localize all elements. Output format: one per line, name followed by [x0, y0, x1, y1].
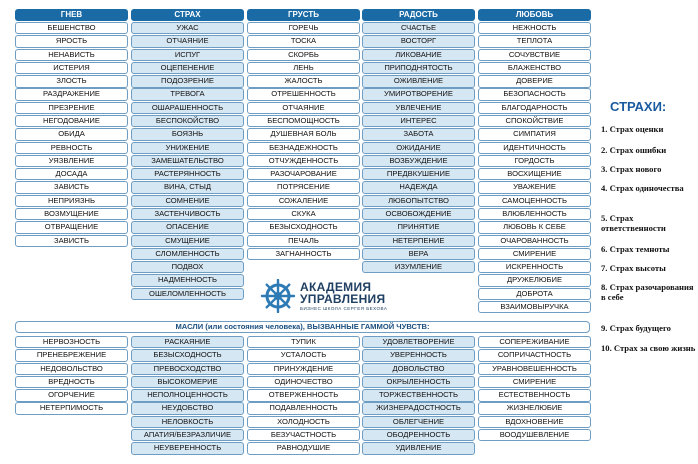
feeling-cell: ОТВРАЩЕНИЕ: [15, 221, 128, 233]
feeling-cell: ВЫСОКОМЕРИЕ: [131, 376, 244, 388]
column-items: [15, 22, 128, 247]
bottom-column-4: [362, 336, 475, 456]
feeling-cell: ОТВЕРЖЕННОСТЬ: [247, 389, 360, 401]
feeling-cell: ПРИНЯТИЕ: [362, 221, 475, 233]
feeling-cell: НЕДОВОЛЬСТВО: [15, 363, 128, 375]
feeling-cell: ЖИЗНЕЛЮБИЕ: [478, 402, 591, 414]
feeling-cell: ДОВЕРИЕ: [478, 75, 591, 87]
feeling-cell: БЕЗОПАСНОСТЬ: [478, 88, 591, 100]
feeling-cell: ИСКРЕННОСТЬ: [478, 261, 591, 273]
feeling-cell: ЛЕНЬ: [247, 62, 360, 74]
feeling-cell: СМУЩЕНИЕ: [131, 235, 244, 247]
feeling-cell: ВДОХНОВЕНИЕ: [478, 416, 591, 428]
feeling-cell: ЗАВИСТЬ: [15, 235, 128, 247]
feeling-cell: ОБОДРЕННОСТЬ: [362, 429, 475, 441]
feeling-cell: НЕУВЕРЕННОСТЬ: [131, 442, 244, 454]
column-header: СТРАХ: [131, 9, 244, 21]
feeling-cell: НЕПРИЯЗНЬ: [15, 195, 128, 207]
feeling-cell: УНИЖЕНИЕ: [131, 142, 244, 154]
feeling-cell: СЛОМЛЕННОСТЬ: [131, 248, 244, 260]
feeling-cell: ОТЧАЯНИЕ: [247, 102, 360, 114]
feeling-cell: ДОВОЛЬСТВО: [362, 363, 475, 375]
feeling-cell: БЛАЖЕНСТВО: [478, 62, 591, 74]
fear-item: 7. Страх высоты: [601, 263, 666, 273]
feeling-cell: УМИРОТВОРЕНИЕ: [362, 88, 475, 100]
feeling-cell: НЕЖНОСТЬ: [478, 22, 591, 34]
feeling-cell: ЕСТЕСТВЕННОСТЬ: [478, 389, 591, 401]
feeling-cell: РАСТЕРЯННОСТЬ: [131, 168, 244, 180]
feeling-cell: ОСВОБОЖДЕНИЕ: [362, 208, 475, 220]
fear-item: 10. Страх за свою жизнь: [601, 343, 696, 353]
feeling-cell: СОМНЕНИЕ: [131, 195, 244, 207]
column-items: [131, 336, 244, 455]
feeling-cell: БЕШЕНСТВО: [15, 22, 128, 34]
feeling-cell: СМИРЕНИЕ: [478, 248, 591, 260]
fear-item: 4. Страх одиночества: [601, 183, 684, 193]
feeling-cell: БЛАГОДАРНОСТЬ: [478, 102, 591, 114]
feeling-cell: ОЖИДАНИЕ: [362, 142, 475, 154]
feeling-cell: ВОСТОРГ: [362, 35, 475, 47]
column-items: [362, 22, 475, 273]
column-header: ГРУСТЬ: [247, 9, 360, 21]
feeling-cell: ГОРЕЧЬ: [247, 22, 360, 34]
feeling-cell: УСТАЛОСТЬ: [247, 349, 360, 361]
feeling-cell: УВАЖЕНИЕ: [478, 181, 591, 193]
bottom-column-2: [131, 336, 244, 456]
feeling-cell: ТЕПЛОТА: [478, 35, 591, 47]
column-header: РАДОСТЬ: [362, 9, 475, 21]
feeling-cell: ТРЕВОГА: [131, 88, 244, 100]
feeling-cell: АПАТИЯ/БЕЗРАЗЛИЧИЕ: [131, 429, 244, 441]
column-items: [478, 336, 591, 441]
feeling-cell: ПРЕЗРЕНИЕ: [15, 102, 128, 114]
feeling-cell: ГОРДОСТЬ: [478, 155, 591, 167]
column-items: [247, 336, 360, 455]
feeling-cell: ОЦЕПЕНЕНИЕ: [131, 62, 244, 74]
ship-wheel-icon: [260, 279, 296, 313]
feeling-cell: НАДМЕННОСТЬ: [131, 274, 244, 286]
logo-line-1: АКАДЕМИЯ: [300, 280, 372, 294]
feeling-cell: ХОЛОДНОСТЬ: [247, 416, 360, 428]
feeling-cell: САМОЦЕННОСТЬ: [478, 195, 591, 207]
feeling-cell: ПРЕДВКУШЕНИЕ: [362, 168, 475, 180]
feeling-cell: СОПРИЧАСТНОСТЬ: [478, 349, 591, 361]
fear-item: 9. Страх будущего: [601, 323, 671, 333]
feeling-cell: ОКРЫЛЕННОСТЬ: [362, 376, 475, 388]
feeling-cell: РАСКАЯНИЕ: [131, 336, 244, 348]
feeling-cell: НЕРВОЗНОСТЬ: [15, 336, 128, 348]
feeling-cell: ДРУЖЕЛЮБИЕ: [478, 274, 591, 286]
column-header: ЛЮБОВЬ: [478, 9, 591, 21]
column-items: [478, 22, 591, 313]
feeling-cell: БЕСПОМОЩНОСТЬ: [247, 115, 360, 127]
column-love: [478, 9, 591, 314]
feeling-cell: ЗАМЕШАТЕЛЬСТВО: [131, 155, 244, 167]
feeling-cell: ОБИДА: [15, 128, 128, 140]
feeling-cell: НАДЕЖДА: [362, 181, 475, 193]
feeling-cell: СОПЕРЕЖИВАНИЕ: [478, 336, 591, 348]
feeling-cell: ВЛЮБЛЕННОСТЬ: [478, 208, 591, 220]
logo-line-2: УПРАВЛЕНИЯ: [300, 292, 386, 306]
feeling-cell: СПОКОЙСТВИЕ: [478, 115, 591, 127]
fear-item: 1. Страх оценки: [601, 124, 664, 134]
feeling-cell: РАЗДРАЖЕНИЕ: [15, 88, 128, 100]
fear-item: 6. Страх темноты: [601, 244, 670, 254]
feeling-cell: ДОСАДА: [15, 168, 128, 180]
feeling-cell: СИМПАТИЯ: [478, 128, 591, 140]
feeling-cell: ИНТЕРЕС: [362, 115, 475, 127]
feeling-cell: СЧАСТЬЕ: [362, 22, 475, 34]
academy-logo: [258, 279, 398, 313]
fear-item: 5. Страх ответственности: [601, 213, 666, 233]
feeling-cell: ПРИПОДНЯТОСТЬ: [362, 62, 475, 74]
column-items: [247, 22, 360, 260]
feeling-cell: УРАВНОВЕШЕННОСТЬ: [478, 363, 591, 375]
fear-item: 3. Страх нового: [601, 164, 662, 174]
column-items: [362, 336, 475, 455]
feeling-cell: СМИРЕНИЕ: [478, 376, 591, 388]
feeling-cell: НЕЛОВКОСТЬ: [131, 416, 244, 428]
feeling-cell: ВИНА, СТЫД: [131, 181, 244, 193]
feeling-cell: УВЛЕЧЕНИЕ: [362, 102, 475, 114]
feeling-cell: ОЖИВЛЕНИЕ: [362, 75, 475, 87]
feeling-cell: ЯРОСТЬ: [15, 35, 128, 47]
feeling-cell: ПОТРЯСЕНИЕ: [247, 181, 360, 193]
bottom-column-3: [247, 336, 360, 456]
feeling-cell: СОЧУВСТВИЕ: [478, 49, 591, 61]
feeling-cell: СКОРБЬ: [247, 49, 360, 61]
feeling-cell: УДИВЛЕНИЕ: [362, 442, 475, 454]
feeling-cell: ВРЕДНОСТЬ: [15, 376, 128, 388]
feeling-cell: БЕЗУЧАСТНОСТЬ: [247, 429, 360, 441]
column-header: ГНЕВ: [15, 9, 128, 21]
feeling-cell: ПРЕВОСХОДСТВО: [131, 363, 244, 375]
feeling-cell: БЕСПОКОЙСТВО: [131, 115, 244, 127]
feeling-cell: УЖАС: [131, 22, 244, 34]
feeling-cell: ВОЗБУЖДЕНИЕ: [362, 155, 475, 167]
feeling-cell: ВЕРА: [362, 248, 475, 260]
feeling-cell: БЕЗНАДЕЖНОСТЬ: [247, 142, 360, 154]
bottom-column-5: [478, 336, 591, 442]
feeling-cell: УЯЗВЛЕНИЕ: [15, 155, 128, 167]
feeling-cell: ЗЛОСТЬ: [15, 75, 128, 87]
feeling-cell: ЗАСТЕНЧИВОСТЬ: [131, 208, 244, 220]
feeling-cell: ТУПИК: [247, 336, 360, 348]
feeling-cell: ОШЕЛОМЛЕННОСТЬ: [131, 288, 244, 300]
feeling-cell: ОБЛЕГЧЕНИЕ: [362, 416, 475, 428]
feeling-cell: ЛЮБОПЫТСТВО: [362, 195, 475, 207]
column-items: [131, 22, 244, 300]
feeling-cell: БЕЗЫСХОДНОСТЬ: [131, 349, 244, 361]
feeling-cell: НЕТЕРПИМОСТЬ: [15, 402, 128, 414]
feeling-cell: ОШАРАШЕННОСТЬ: [131, 102, 244, 114]
feeling-cell: ЛИКОВАНИЕ: [362, 49, 475, 61]
feeling-cell: ТОСКА: [247, 35, 360, 47]
feeling-cell: ПЕЧАЛЬ: [247, 235, 360, 247]
feeling-cell: ВОЗМУЩЕНИЕ: [15, 208, 128, 220]
states-banner: МАСЛИ (или состояния человека), ВЫЗВАННЫЕ ГАММОЙ ЧУВСТВ:: [15, 321, 590, 333]
column-fear: [131, 9, 244, 301]
feeling-cell: НЕУДОБСТВО: [131, 402, 244, 414]
feeling-cell: ВОСХИЩЕНИЕ: [478, 168, 591, 180]
feeling-cell: ОГОРЧЕНИЕ: [15, 389, 128, 401]
feeling-cell: ОЧАРОВАННОСТЬ: [478, 235, 591, 247]
feeling-cell: НЕТЕРПЕНИЕ: [362, 235, 475, 247]
feeling-cell: БЕЗЫСХОДНОСТЬ: [247, 221, 360, 233]
feeling-cell: ИСТЕРИЯ: [15, 62, 128, 74]
feeling-cell: ЖАЛОСТЬ: [247, 75, 360, 87]
fears-title: СТРАХИ:: [610, 99, 667, 114]
feeling-cell: ИЗУМЛЕНИЕ: [362, 261, 475, 273]
feeling-cell: ЗАВИСТЬ: [15, 181, 128, 193]
column-sadness: [247, 9, 360, 261]
feeling-cell: ПРИНУЖДЕНИЕ: [247, 363, 360, 375]
feeling-cell: ВООДУШЕВЛЕНИЕ: [478, 429, 591, 441]
feeling-cell: ОТРЕШЕННОСТЬ: [247, 88, 360, 100]
feeling-cell: ИДЕНТИЧНОСТЬ: [478, 142, 591, 154]
feeling-cell: НЕНАВИСТЬ: [15, 49, 128, 61]
feeling-cell: НЕГОДОВАНИЕ: [15, 115, 128, 127]
feeling-cell: РАЗОЧАРОВАНИЕ: [247, 168, 360, 180]
feeling-cell: ЗАБОТА: [362, 128, 475, 140]
feeling-cell: ПОДАВЛЕННОСТЬ: [247, 402, 360, 414]
fear-item: 2. Страх ошибки: [601, 145, 667, 155]
feeling-cell: СОЖАЛЕНИЕ: [247, 195, 360, 207]
feeling-cell: ИСПУГ: [131, 49, 244, 61]
column-joy: [362, 9, 475, 274]
feeling-cell: РЕВНОСТЬ: [15, 142, 128, 154]
feeling-cell: НЕПОЛНОЦЕННОСТЬ: [131, 389, 244, 401]
feeling-cell: ТОРЖЕСТВЕННОСТЬ: [362, 389, 475, 401]
feeling-cell: УВЕРЕННОСТЬ: [362, 349, 475, 361]
feeling-cell: ДУШЕВНАЯ БОЛЬ: [247, 128, 360, 140]
feeling-cell: УДОВЛЕТВОРЕНИЕ: [362, 336, 475, 348]
feeling-cell: ПОДВОХ: [131, 261, 244, 273]
logo-subtitle: БИЗНЕС ШКОЛА СЕРГЕЯ БЕХОВА: [300, 306, 388, 311]
feeling-cell: ЖИЗНЕРАДОСТНОСТЬ: [362, 402, 475, 414]
logo-title: [300, 281, 385, 305]
column-anger: [15, 9, 128, 248]
feeling-cell: ДОБРОТА: [478, 288, 591, 300]
feeling-cell: СКУКА: [247, 208, 360, 220]
feeling-cell: ПРЕНЕБРЕЖЕНИЕ: [15, 349, 128, 361]
feeling-cell: ОДИНОЧЕСТВО: [247, 376, 360, 388]
feeling-cell: ЛЮБОВЬ К СЕБЕ: [478, 221, 591, 233]
feeling-cell: ПОДОЗРЕНИЕ: [131, 75, 244, 87]
feeling-cell: ОТЧУЖДЕННОСТЬ: [247, 155, 360, 167]
column-items: [15, 336, 128, 415]
feeling-cell: ЗАГНАННОСТЬ: [247, 248, 360, 260]
feeling-cell: ВЗАИМОВЫРУЧКА: [478, 301, 591, 313]
feeling-cell: РАВНОДУШИЕ: [247, 442, 360, 454]
bottom-column-1: [15, 336, 128, 416]
feeling-cell: ОТЧАЯНИЕ: [131, 35, 244, 47]
fear-item: 8. Страх разочарования в себе: [601, 282, 694, 302]
feeling-cell: БОЯЗНЬ: [131, 128, 244, 140]
feeling-cell: ОПАСЕНИЕ: [131, 221, 244, 233]
